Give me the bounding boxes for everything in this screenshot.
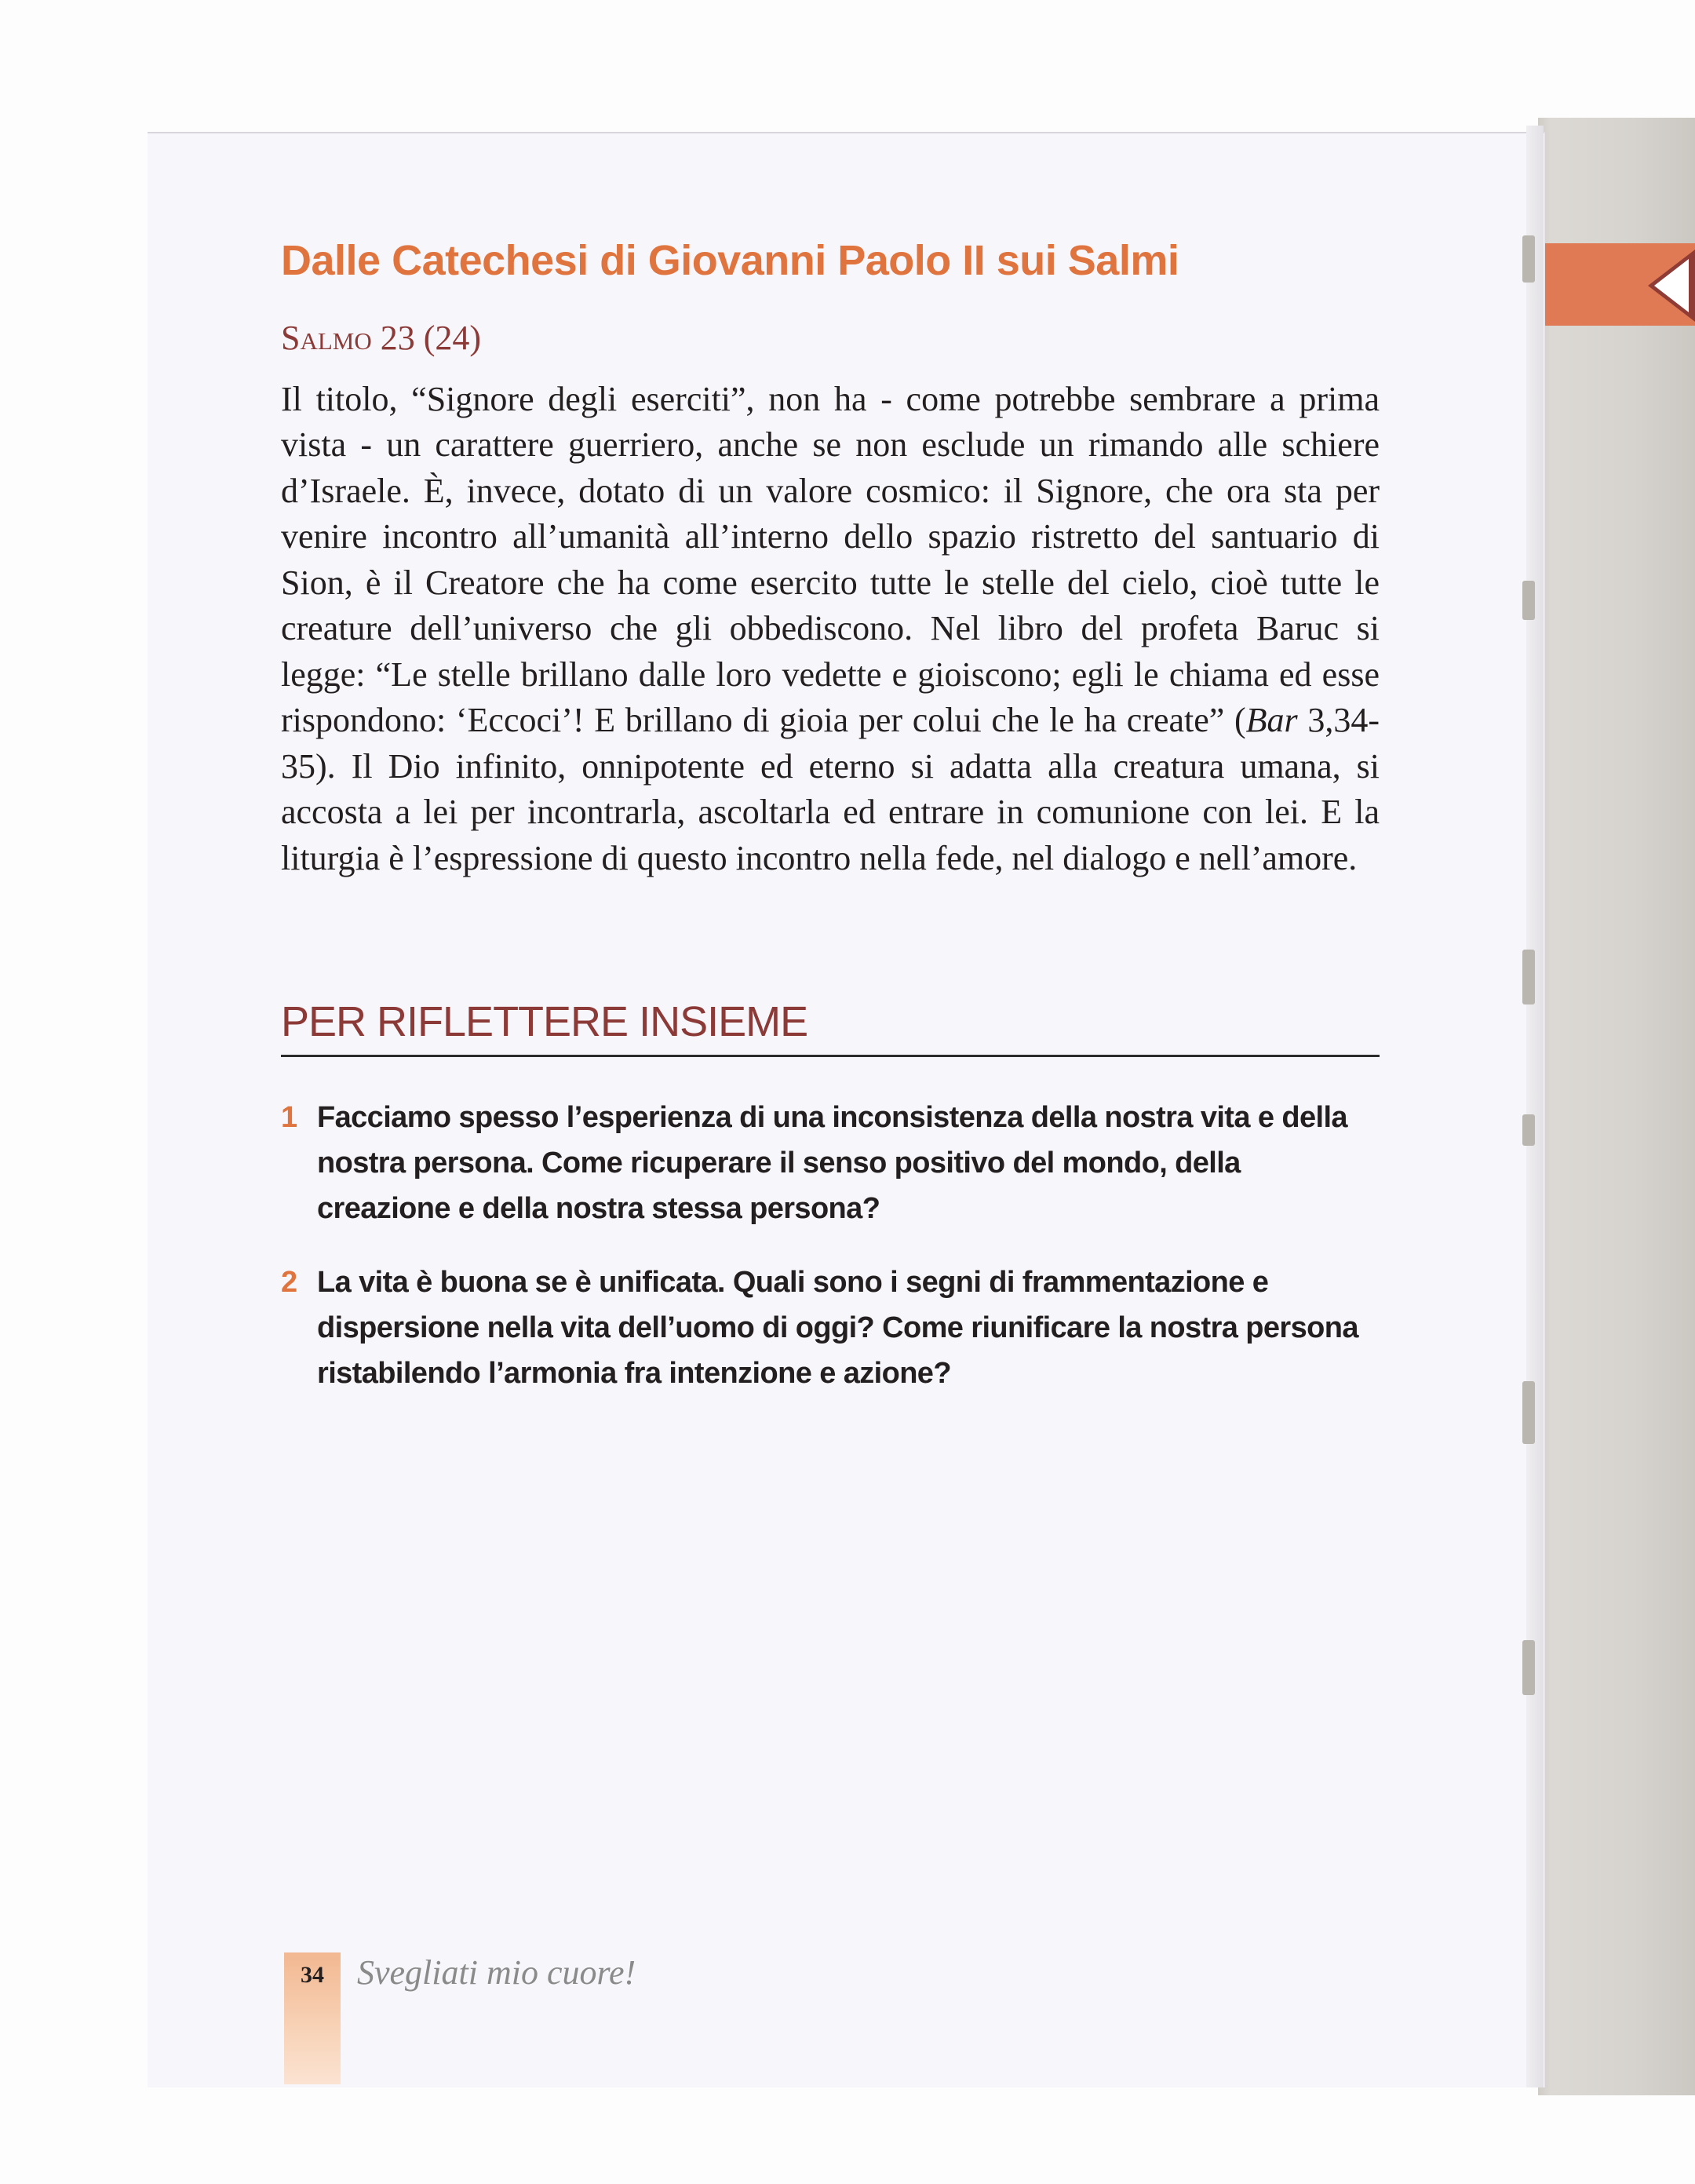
staple-mark	[1522, 950, 1535, 1004]
reflect-heading: PER RIFLETTERE INSIEME	[281, 999, 1380, 1057]
catechesis-paragraph	[281, 377, 1380, 882]
paragraph-end: Il Dio infinito, onnipotente ed eterno si adatta alla creatura umana, si accosta a lei per incontrarla, ascoltarla ed entrare in comunione con lei. E la liturgia è l’espressione di questo incontro nella fede, nel dialogo e nell’amore.	[281, 746, 1380, 877]
staple-mark	[1522, 1381, 1535, 1444]
citation-reference: 3,34-35).	[281, 701, 1380, 786]
question-number: 2	[281, 1266, 297, 1300]
section-title: Dalle Catechesi di Giovanni Paolo II sui Salmi	[281, 237, 1179, 284]
catechesis-text	[281, 377, 1380, 882]
staple-mark	[1522, 1640, 1535, 1695]
question-text: La vita è buona se è unificata. Quali sono i segni di frammentazione e dispersione nella vita dell’uomo di oggi? Come riunificare la nostra persona ristabilendo l’armonia fra intenzione e azione?	[317, 1266, 1358, 1391]
running-title: Svegliati mio cuore!	[357, 1953, 636, 1992]
staple-mark	[1522, 1114, 1535, 1146]
book-binding	[1538, 118, 1695, 2095]
paragraph-main: Il titolo, “Signore degli eserciti”, non ha - come potrebbe sembrare a prima vista - un carattere guerriero, anche se non esclude un rimando alle schiere d’Israele. È, invece, dotato di un valore cosmico: il Signore, che ora sta per venire incontro all’umanità all’interno dello spazio ristretto del santuario di Sion, è il Creatore che ha come esercito tutte le stelle del cielo, cioè tutte le creature dell’universo che gli obbediscono. Nel libro del profeta Baruc si legge: “Le stelle brillano dalle loro vedette e gioiscono; egli le chiama ed esse rispondono: ‘Eccoci’! E brillano di gioia per colui che le ha create” (	[281, 379, 1380, 740]
question-text: Facciamo spesso l’esperienza di una inconsistenza della nostra vita e della nostra persona. Come ricuperare il senso positivo del mondo, della creazione e della nostra stessa persona?	[317, 1101, 1347, 1226]
question-list	[281, 1095, 1380, 1396]
question-item	[281, 1095, 1380, 1231]
question-number: 1	[281, 1101, 297, 1135]
psalm-heading: Salmo 23 (24)	[281, 318, 482, 357]
citation-book: Bar	[1245, 701, 1298, 740]
page-edge	[1526, 126, 1544, 2087]
tab-arrow-inner-icon	[1654, 259, 1689, 312]
question-item	[281, 1260, 1380, 1396]
staple-mark	[1522, 581, 1535, 620]
page-number: 34	[301, 1962, 324, 1988]
page-content	[281, 235, 1380, 1424]
staple-mark	[1522, 235, 1535, 283]
